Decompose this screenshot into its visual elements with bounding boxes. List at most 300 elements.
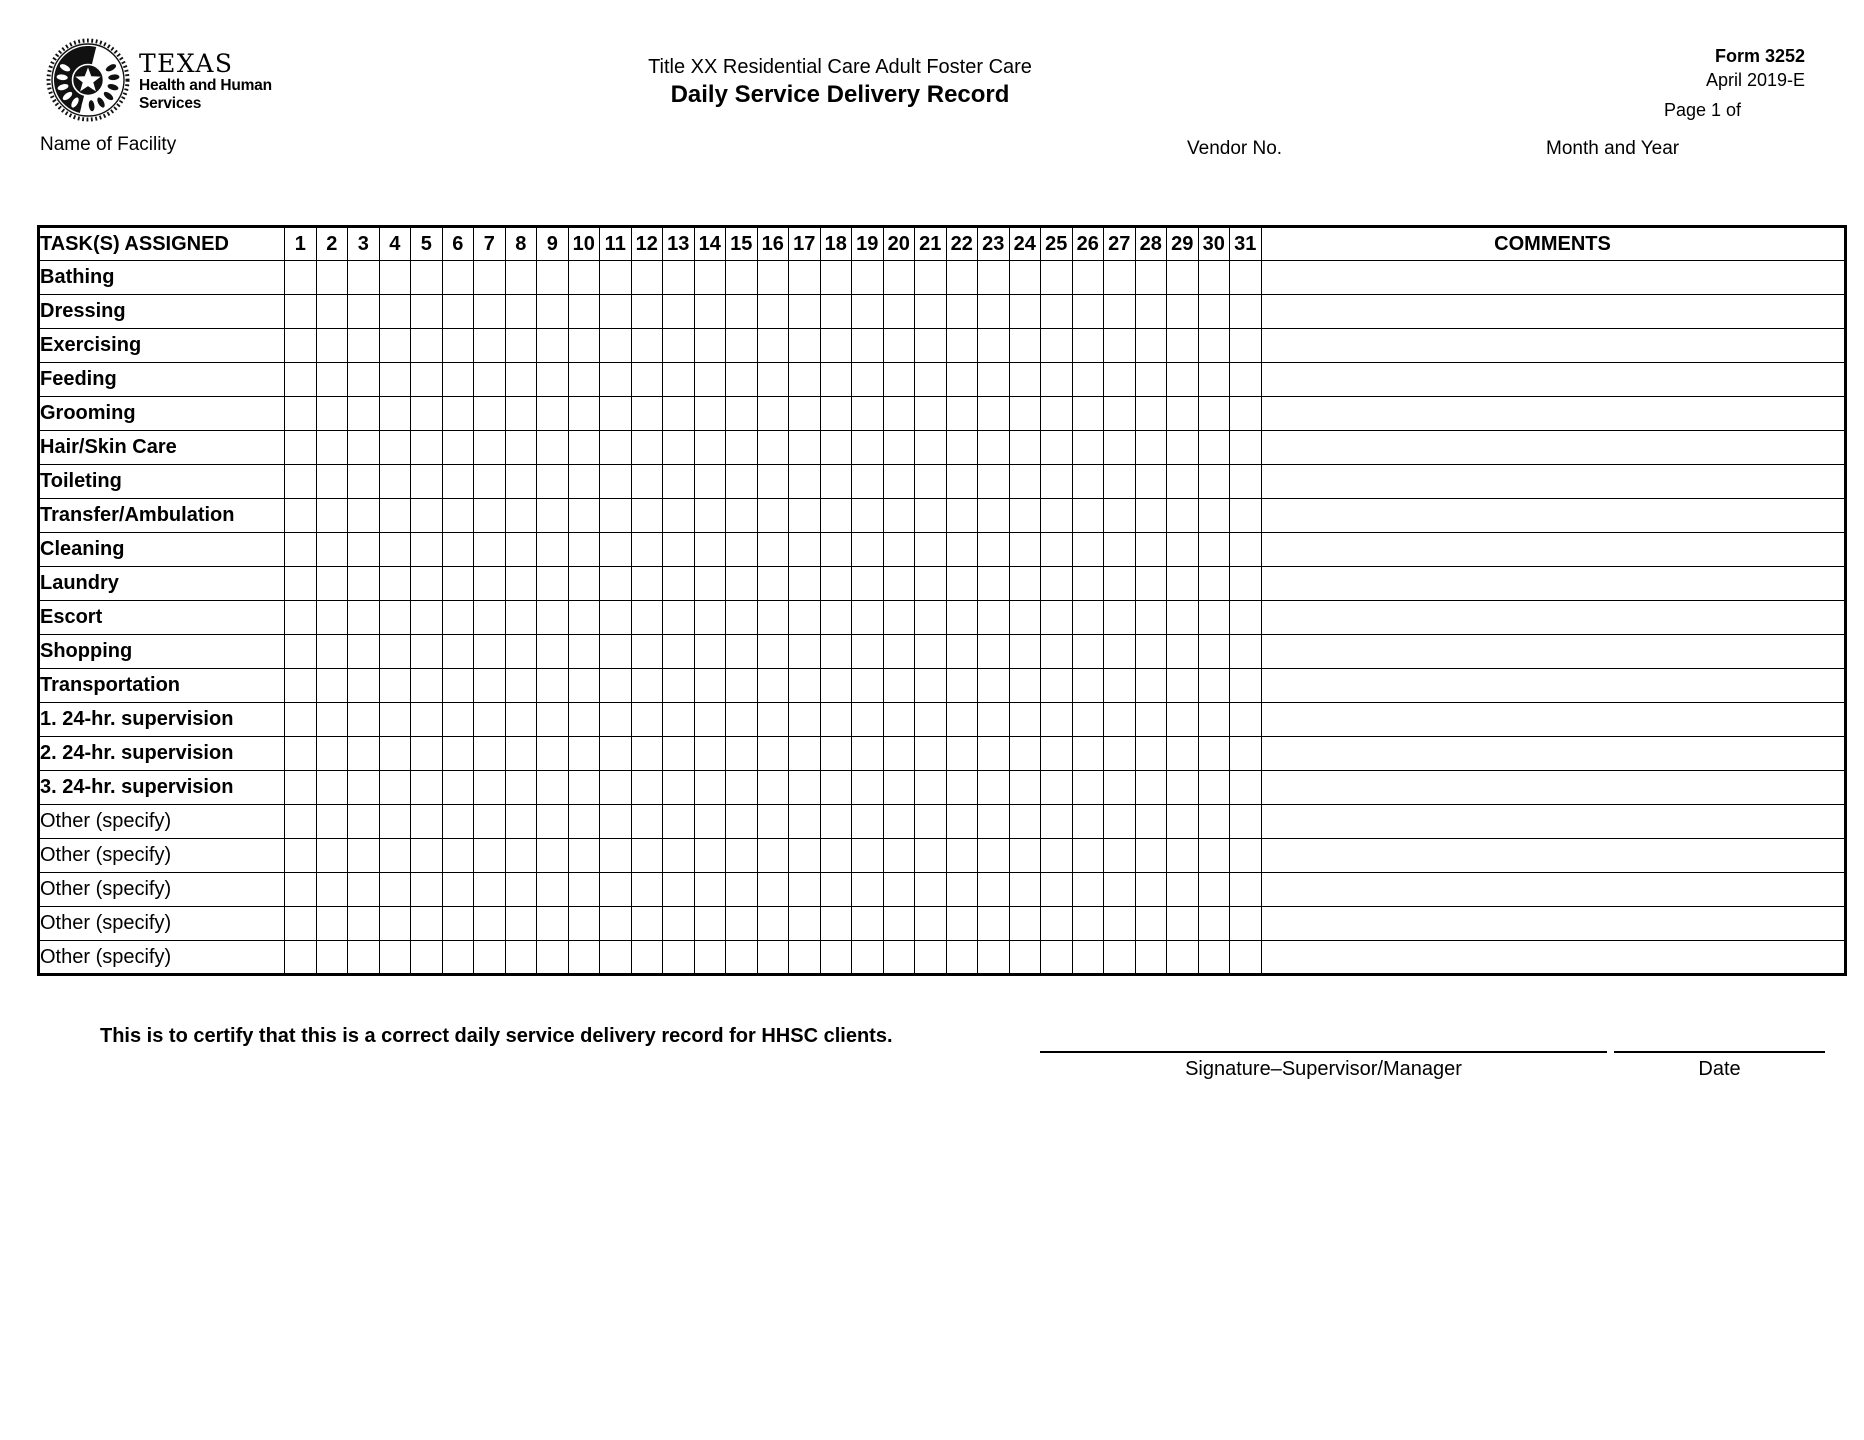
- day-cell[interactable]: [1072, 941, 1104, 975]
- day-cell[interactable]: [411, 567, 443, 601]
- day-cell[interactable]: [726, 771, 758, 805]
- day-cell[interactable]: [1041, 465, 1073, 499]
- day-cell[interactable]: [379, 839, 411, 873]
- day-cell[interactable]: [820, 771, 852, 805]
- day-cell[interactable]: [411, 295, 443, 329]
- day-cell[interactable]: [379, 805, 411, 839]
- day-cell[interactable]: [631, 941, 663, 975]
- day-cell[interactable]: [820, 295, 852, 329]
- day-cell[interactable]: [631, 805, 663, 839]
- day-cell[interactable]: [285, 907, 317, 941]
- day-cell[interactable]: [411, 601, 443, 635]
- day-cell[interactable]: [316, 533, 348, 567]
- day-cell[interactable]: [568, 873, 600, 907]
- day-cell[interactable]: [411, 907, 443, 941]
- day-cell[interactable]: [348, 295, 380, 329]
- day-cell[interactable]: [726, 839, 758, 873]
- day-cell[interactable]: [883, 839, 915, 873]
- day-cell[interactable]: [1135, 261, 1167, 295]
- day-cell[interactable]: [663, 363, 695, 397]
- day-cell[interactable]: [1072, 261, 1104, 295]
- day-cell[interactable]: [820, 703, 852, 737]
- day-cell[interactable]: [1167, 839, 1199, 873]
- day-cell[interactable]: [442, 703, 474, 737]
- day-cell[interactable]: [1167, 533, 1199, 567]
- day-cell[interactable]: [820, 431, 852, 465]
- day-cell[interactable]: [379, 941, 411, 975]
- day-cell[interactable]: [1198, 363, 1230, 397]
- day-cell[interactable]: [694, 397, 726, 431]
- day-cell[interactable]: [946, 771, 978, 805]
- day-cell[interactable]: [883, 601, 915, 635]
- day-cell[interactable]: [1009, 363, 1041, 397]
- day-cell[interactable]: [285, 703, 317, 737]
- day-cell[interactable]: [757, 465, 789, 499]
- day-cell[interactable]: [1198, 669, 1230, 703]
- day-cell[interactable]: [1072, 533, 1104, 567]
- comment-cell[interactable]: [1261, 737, 1845, 771]
- day-cell[interactable]: [316, 635, 348, 669]
- day-cell[interactable]: [726, 703, 758, 737]
- day-cell[interactable]: [316, 363, 348, 397]
- day-cell[interactable]: [285, 737, 317, 771]
- day-cell[interactable]: [631, 363, 663, 397]
- day-cell[interactable]: [852, 397, 884, 431]
- day-cell[interactable]: [1009, 295, 1041, 329]
- day-cell[interactable]: [568, 397, 600, 431]
- day-cell[interactable]: [505, 601, 537, 635]
- day-cell[interactable]: [1167, 295, 1199, 329]
- day-cell[interactable]: [1167, 703, 1199, 737]
- day-cell[interactable]: [915, 635, 947, 669]
- day-cell[interactable]: [474, 669, 506, 703]
- day-cell[interactable]: [474, 397, 506, 431]
- day-cell[interactable]: [726, 329, 758, 363]
- day-cell[interactable]: [1104, 771, 1136, 805]
- day-cell[interactable]: [757, 907, 789, 941]
- day-cell[interactable]: [316, 771, 348, 805]
- day-cell[interactable]: [694, 431, 726, 465]
- day-cell[interactable]: [505, 771, 537, 805]
- day-cell[interactable]: [820, 839, 852, 873]
- day-cell[interactable]: [694, 737, 726, 771]
- day-cell[interactable]: [1135, 873, 1167, 907]
- day-cell[interactable]: [348, 873, 380, 907]
- day-cell[interactable]: [1009, 397, 1041, 431]
- day-cell[interactable]: [820, 533, 852, 567]
- day-cell[interactable]: [537, 601, 569, 635]
- day-cell[interactable]: [537, 771, 569, 805]
- day-cell[interactable]: [442, 363, 474, 397]
- day-cell[interactable]: [474, 737, 506, 771]
- day-cell[interactable]: [978, 567, 1010, 601]
- day-cell[interactable]: [978, 363, 1010, 397]
- day-cell[interactable]: [915, 397, 947, 431]
- day-cell[interactable]: [631, 601, 663, 635]
- day-cell[interactable]: [474, 431, 506, 465]
- day-cell[interactable]: [1041, 533, 1073, 567]
- day-cell[interactable]: [442, 601, 474, 635]
- day-cell[interactable]: [1167, 261, 1199, 295]
- day-cell[interactable]: [474, 465, 506, 499]
- day-cell[interactable]: [757, 499, 789, 533]
- day-cell[interactable]: [694, 771, 726, 805]
- day-cell[interactable]: [379, 669, 411, 703]
- day-cell[interactable]: [348, 907, 380, 941]
- day-cell[interactable]: [978, 601, 1010, 635]
- day-cell[interactable]: [474, 363, 506, 397]
- day-cell[interactable]: [1072, 805, 1104, 839]
- day-cell[interactable]: [411, 261, 443, 295]
- day-cell[interactable]: [568, 499, 600, 533]
- day-cell[interactable]: [505, 431, 537, 465]
- day-cell[interactable]: [568, 601, 600, 635]
- day-cell[interactable]: [348, 499, 380, 533]
- day-cell[interactable]: [568, 737, 600, 771]
- signature-date-line[interactable]: [1614, 1033, 1825, 1053]
- day-cell[interactable]: [1104, 839, 1136, 873]
- day-cell[interactable]: [946, 567, 978, 601]
- day-cell[interactable]: [915, 805, 947, 839]
- day-cell[interactable]: [285, 771, 317, 805]
- day-cell[interactable]: [568, 805, 600, 839]
- day-cell[interactable]: [1009, 431, 1041, 465]
- day-cell[interactable]: [820, 363, 852, 397]
- day-cell[interactable]: [285, 533, 317, 567]
- day-cell[interactable]: [1041, 295, 1073, 329]
- day-cell[interactable]: [663, 329, 695, 363]
- day-cell[interactable]: [883, 363, 915, 397]
- day-cell[interactable]: [505, 907, 537, 941]
- day-cell[interactable]: [631, 499, 663, 533]
- day-cell[interactable]: [820, 737, 852, 771]
- day-cell[interactable]: [285, 329, 317, 363]
- day-cell[interactable]: [1041, 499, 1073, 533]
- day-cell[interactable]: [1009, 533, 1041, 567]
- day-cell[interactable]: [852, 907, 884, 941]
- day-cell[interactable]: [1135, 839, 1167, 873]
- day-cell[interactable]: [1198, 601, 1230, 635]
- day-cell[interactable]: [883, 397, 915, 431]
- day-cell[interactable]: [348, 805, 380, 839]
- day-cell[interactable]: [1104, 397, 1136, 431]
- day-cell[interactable]: [663, 737, 695, 771]
- day-cell[interactable]: [1230, 805, 1262, 839]
- day-cell[interactable]: [505, 261, 537, 295]
- day-cell[interactable]: [474, 839, 506, 873]
- day-cell[interactable]: [379, 703, 411, 737]
- day-cell[interactable]: [1135, 805, 1167, 839]
- day-cell[interactable]: [1230, 295, 1262, 329]
- day-cell[interactable]: [442, 261, 474, 295]
- day-cell[interactable]: [663, 431, 695, 465]
- day-cell[interactable]: [915, 907, 947, 941]
- day-cell[interactable]: [442, 941, 474, 975]
- day-cell[interactable]: [285, 261, 317, 295]
- day-cell[interactable]: [1072, 363, 1104, 397]
- day-cell[interactable]: [1041, 431, 1073, 465]
- day-cell[interactable]: [505, 703, 537, 737]
- day-cell[interactable]: [1072, 431, 1104, 465]
- day-cell[interactable]: [1009, 669, 1041, 703]
- day-cell[interactable]: [600, 465, 632, 499]
- day-cell[interactable]: [285, 397, 317, 431]
- comment-cell[interactable]: [1261, 839, 1845, 873]
- day-cell[interactable]: [663, 499, 695, 533]
- day-cell[interactable]: [600, 567, 632, 601]
- day-cell[interactable]: [1104, 261, 1136, 295]
- day-cell[interactable]: [852, 363, 884, 397]
- day-cell[interactable]: [316, 839, 348, 873]
- day-cell[interactable]: [1198, 465, 1230, 499]
- day-cell[interactable]: [1072, 839, 1104, 873]
- day-cell[interactable]: [474, 329, 506, 363]
- day-cell[interactable]: [1167, 601, 1199, 635]
- day-cell[interactable]: [442, 295, 474, 329]
- day-cell[interactable]: [537, 703, 569, 737]
- day-cell[interactable]: [1041, 567, 1073, 601]
- day-cell[interactable]: [568, 261, 600, 295]
- day-cell[interactable]: [631, 261, 663, 295]
- day-cell[interactable]: [1167, 771, 1199, 805]
- day-cell[interactable]: [631, 431, 663, 465]
- day-cell[interactable]: [789, 363, 821, 397]
- day-cell[interactable]: [505, 363, 537, 397]
- day-cell[interactable]: [411, 431, 443, 465]
- day-cell[interactable]: [379, 737, 411, 771]
- day-cell[interactable]: [978, 261, 1010, 295]
- day-cell[interactable]: [1198, 941, 1230, 975]
- day-cell[interactable]: [1230, 329, 1262, 363]
- day-cell[interactable]: [757, 363, 789, 397]
- day-cell[interactable]: [663, 533, 695, 567]
- day-cell[interactable]: [474, 771, 506, 805]
- day-cell[interactable]: [537, 261, 569, 295]
- day-cell[interactable]: [285, 669, 317, 703]
- day-cell[interactable]: [1198, 737, 1230, 771]
- day-cell[interactable]: [915, 465, 947, 499]
- day-cell[interactable]: [1230, 363, 1262, 397]
- day-cell[interactable]: [978, 839, 1010, 873]
- day-cell[interactable]: [537, 737, 569, 771]
- day-cell[interactable]: [1230, 941, 1262, 975]
- day-cell[interactable]: [1009, 941, 1041, 975]
- day-cell[interactable]: [946, 499, 978, 533]
- day-cell[interactable]: [1009, 567, 1041, 601]
- day-cell[interactable]: [978, 329, 1010, 363]
- day-cell[interactable]: [663, 771, 695, 805]
- day-cell[interactable]: [978, 465, 1010, 499]
- comment-cell[interactable]: [1261, 771, 1845, 805]
- day-cell[interactable]: [505, 329, 537, 363]
- day-cell[interactable]: [883, 329, 915, 363]
- day-cell[interactable]: [946, 703, 978, 737]
- day-cell[interactable]: [537, 499, 569, 533]
- day-cell[interactable]: [757, 873, 789, 907]
- day-cell[interactable]: [1167, 499, 1199, 533]
- day-cell[interactable]: [663, 907, 695, 941]
- day-cell[interactable]: [852, 839, 884, 873]
- day-cell[interactable]: [537, 805, 569, 839]
- day-cell[interactable]: [946, 533, 978, 567]
- day-cell[interactable]: [915, 261, 947, 295]
- day-cell[interactable]: [631, 737, 663, 771]
- day-cell[interactable]: [474, 703, 506, 737]
- day-cell[interactable]: [600, 907, 632, 941]
- day-cell[interactable]: [537, 635, 569, 669]
- day-cell[interactable]: [694, 601, 726, 635]
- day-cell[interactable]: [1072, 669, 1104, 703]
- day-cell[interactable]: [915, 873, 947, 907]
- day-cell[interactable]: [1072, 465, 1104, 499]
- day-cell[interactable]: [820, 635, 852, 669]
- day-cell[interactable]: [946, 669, 978, 703]
- day-cell[interactable]: [1198, 703, 1230, 737]
- day-cell[interactable]: [789, 465, 821, 499]
- day-cell[interactable]: [978, 295, 1010, 329]
- day-cell[interactable]: [726, 941, 758, 975]
- day-cell[interactable]: [1230, 499, 1262, 533]
- day-cell[interactable]: [631, 839, 663, 873]
- day-cell[interactable]: [694, 465, 726, 499]
- day-cell[interactable]: [631, 873, 663, 907]
- day-cell[interactable]: [537, 873, 569, 907]
- day-cell[interactable]: [726, 261, 758, 295]
- day-cell[interactable]: [946, 805, 978, 839]
- day-cell[interactable]: [820, 805, 852, 839]
- day-cell[interactable]: [411, 465, 443, 499]
- day-cell[interactable]: [631, 465, 663, 499]
- day-cell[interactable]: [474, 533, 506, 567]
- day-cell[interactable]: [883, 873, 915, 907]
- day-cell[interactable]: [852, 771, 884, 805]
- day-cell[interactable]: [1104, 669, 1136, 703]
- day-cell[interactable]: [600, 805, 632, 839]
- comment-cell[interactable]: [1261, 873, 1845, 907]
- day-cell[interactable]: [1072, 601, 1104, 635]
- day-cell[interactable]: [631, 397, 663, 431]
- day-cell[interactable]: [411, 669, 443, 703]
- comment-cell[interactable]: [1261, 907, 1845, 941]
- day-cell[interactable]: [1041, 261, 1073, 295]
- day-cell[interactable]: [442, 397, 474, 431]
- day-cell[interactable]: [1135, 737, 1167, 771]
- day-cell[interactable]: [946, 839, 978, 873]
- day-cell[interactable]: [505, 839, 537, 873]
- day-cell[interactable]: [726, 567, 758, 601]
- day-cell[interactable]: [946, 397, 978, 431]
- day-cell[interactable]: [726, 295, 758, 329]
- day-cell[interactable]: [789, 397, 821, 431]
- day-cell[interactable]: [379, 329, 411, 363]
- day-cell[interactable]: [348, 669, 380, 703]
- day-cell[interactable]: [285, 805, 317, 839]
- day-cell[interactable]: [1072, 771, 1104, 805]
- day-cell[interactable]: [474, 261, 506, 295]
- day-cell[interactable]: [1072, 737, 1104, 771]
- day-cell[interactable]: [757, 737, 789, 771]
- day-cell[interactable]: [1167, 329, 1199, 363]
- day-cell[interactable]: [285, 601, 317, 635]
- day-cell[interactable]: [1104, 907, 1136, 941]
- day-cell[interactable]: [820, 669, 852, 703]
- day-cell[interactable]: [1198, 533, 1230, 567]
- day-cell[interactable]: [631, 533, 663, 567]
- day-cell[interactable]: [915, 839, 947, 873]
- day-cell[interactable]: [820, 567, 852, 601]
- day-cell[interactable]: [946, 941, 978, 975]
- day-cell[interactable]: [852, 737, 884, 771]
- day-cell[interactable]: [1041, 737, 1073, 771]
- day-cell[interactable]: [379, 499, 411, 533]
- day-cell[interactable]: [631, 295, 663, 329]
- day-cell[interactable]: [883, 567, 915, 601]
- comment-cell[interactable]: [1261, 601, 1845, 635]
- day-cell[interactable]: [663, 805, 695, 839]
- day-cell[interactable]: [694, 499, 726, 533]
- day-cell[interactable]: [348, 941, 380, 975]
- day-cell[interactable]: [789, 567, 821, 601]
- day-cell[interactable]: [1230, 873, 1262, 907]
- day-cell[interactable]: [789, 261, 821, 295]
- day-cell[interactable]: [1072, 499, 1104, 533]
- day-cell[interactable]: [915, 669, 947, 703]
- day-cell[interactable]: [915, 499, 947, 533]
- day-cell[interactable]: [820, 261, 852, 295]
- day-cell[interactable]: [411, 771, 443, 805]
- day-cell[interactable]: [348, 635, 380, 669]
- day-cell[interactable]: [1072, 567, 1104, 601]
- day-cell[interactable]: [726, 669, 758, 703]
- day-cell[interactable]: [316, 499, 348, 533]
- day-cell[interactable]: [285, 941, 317, 975]
- day-cell[interactable]: [379, 363, 411, 397]
- day-cell[interactable]: [474, 873, 506, 907]
- day-cell[interactable]: [1198, 499, 1230, 533]
- day-cell[interactable]: [537, 669, 569, 703]
- day-cell[interactable]: [757, 669, 789, 703]
- day-cell[interactable]: [978, 941, 1010, 975]
- day-cell[interactable]: [411, 703, 443, 737]
- day-cell[interactable]: [1009, 261, 1041, 295]
- day-cell[interactable]: [348, 737, 380, 771]
- day-cell[interactable]: [694, 329, 726, 363]
- day-cell[interactable]: [285, 839, 317, 873]
- day-cell[interactable]: [1135, 941, 1167, 975]
- day-cell[interactable]: [348, 363, 380, 397]
- day-cell[interactable]: [1072, 397, 1104, 431]
- day-cell[interactable]: [348, 397, 380, 431]
- day-cell[interactable]: [1072, 907, 1104, 941]
- day-cell[interactable]: [474, 295, 506, 329]
- day-cell[interactable]: [852, 567, 884, 601]
- day-cell[interactable]: [883, 737, 915, 771]
- day-cell[interactable]: [757, 261, 789, 295]
- day-cell[interactable]: [474, 601, 506, 635]
- day-cell[interactable]: [915, 941, 947, 975]
- day-cell[interactable]: [757, 601, 789, 635]
- day-cell[interactable]: [316, 703, 348, 737]
- day-cell[interactable]: [789, 669, 821, 703]
- comment-cell[interactable]: [1261, 635, 1845, 669]
- day-cell[interactable]: [820, 329, 852, 363]
- day-cell[interactable]: [537, 329, 569, 363]
- day-cell[interactable]: [978, 397, 1010, 431]
- day-cell[interactable]: [1009, 703, 1041, 737]
- day-cell[interactable]: [379, 431, 411, 465]
- day-cell[interactable]: [600, 363, 632, 397]
- day-cell[interactable]: [978, 703, 1010, 737]
